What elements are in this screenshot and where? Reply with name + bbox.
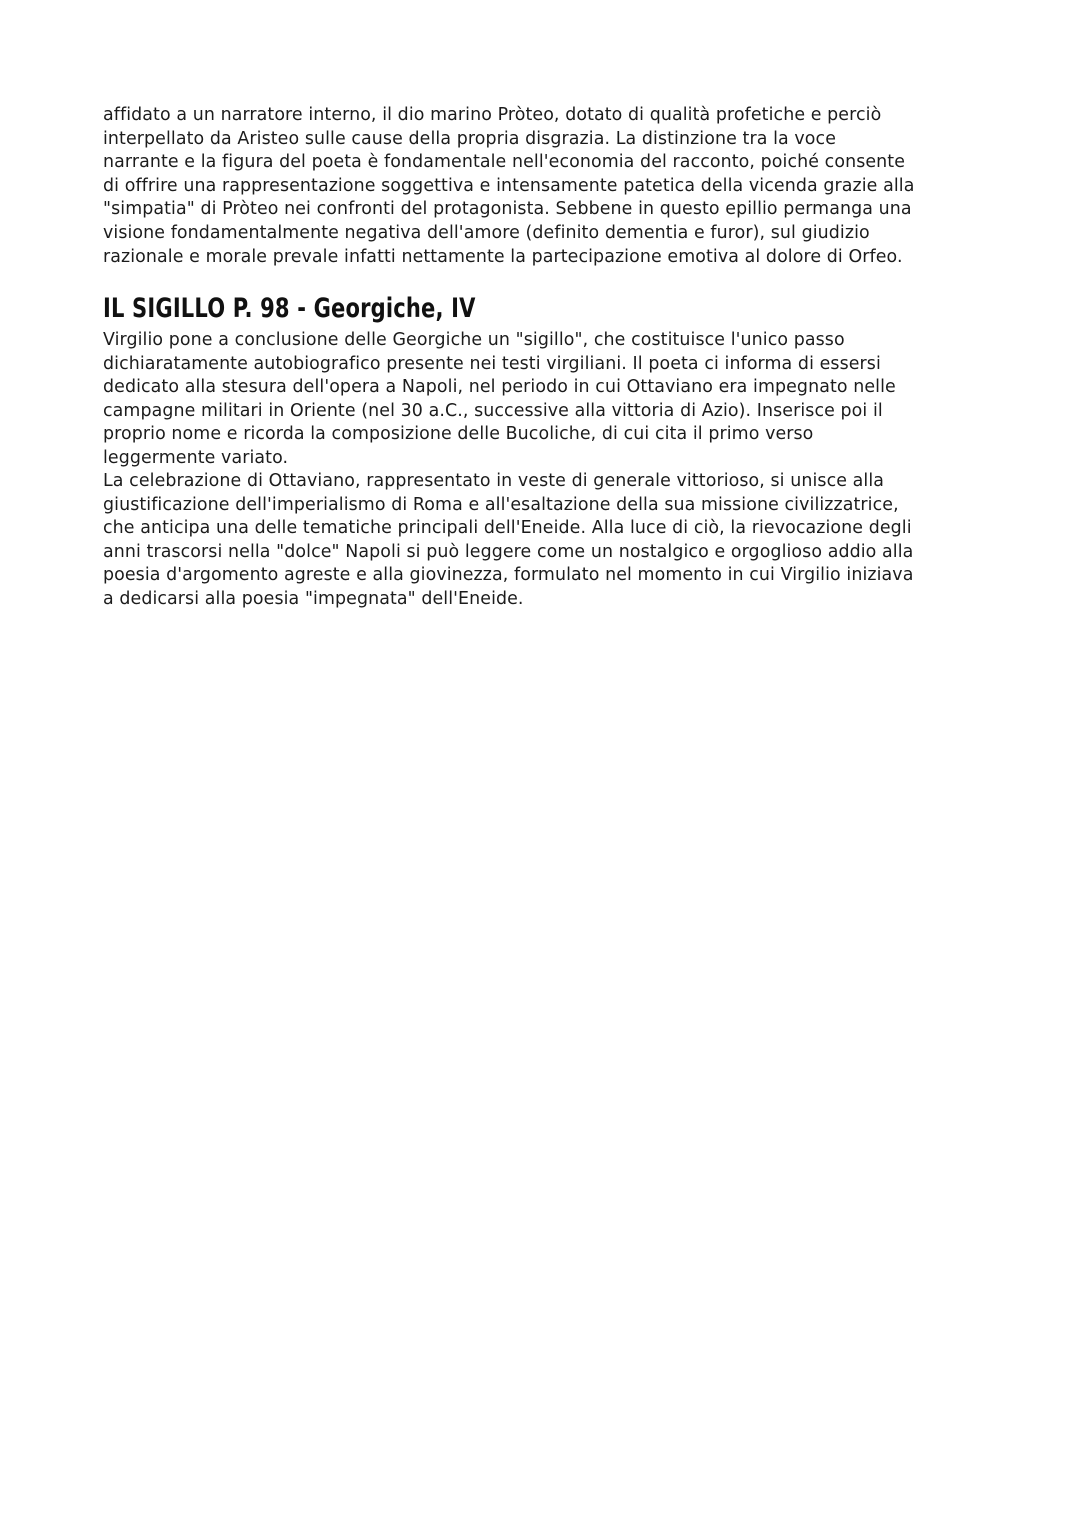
text-line: affidato a un narratore interno, il dio marino Pròteo, dotato di qualità profetiche e perciò <box>103 105 882 125</box>
text-line: razionale e morale prevale infatti nettamente la partecipazione emotiva al dolore di Orfeo. <box>103 246 903 267</box>
intro-paragraph <box>103 104 1003 269</box>
text-line: dedicato alla stesura dell'opera a Napoli, nel periodo in cui Ottaviano era impegnato nelle <box>103 377 896 398</box>
section-paragraph-2 <box>103 470 1003 612</box>
text-line: che anticipa una delle tematiche principali dell'Eneide. Alla luce di ciò, la rievocazione degli <box>103 518 912 539</box>
text-line: leggermente variato. <box>103 447 289 468</box>
section-heading: IL SIGILLO P. 98 - Georgiche, IV <box>103 293 476 324</box>
text-line: di offrire una rappresentazione soggettiva e intensamente patetica della vicenda grazie alla <box>103 175 915 196</box>
text-line: poesia d'argomento agreste e alla giovinezza, formulato nel momento in cui Virgilio iniziava <box>103 565 914 586</box>
text-line: anni trascorsi nella "dolce" Napoli si può leggere come un nostalgico e orgoglioso addio alla <box>103 541 914 562</box>
text-line: "simpatia" di Pròteo nei confronti del protagonista. Sebbene in questo epillio permanga una <box>103 199 912 220</box>
text-line: La celebrazione di Ottaviano, rappresentato in veste di generale vittorioso, si unisce alla <box>103 471 885 491</box>
section-paragraph-1 <box>103 329 1003 471</box>
text-line: a dedicarsi alla poesia "impegnata" dell'Eneide. <box>103 588 524 609</box>
text-line: interpellato da Aristeo sulle cause della propria disgrazia. La distinzione tra la voce <box>103 128 836 149</box>
text-line: campagne militari in Oriente (nel 30 a.C., successive alla vittoria di Azio). Inserisce poi il <box>103 400 883 421</box>
text-line: giustificazione dell'imperialismo di Roma e all'esaltazione della sua missione civilizzatrice, <box>103 494 899 515</box>
text-line: narrante e la figura del poeta è fondamentale nell'economia del racconto, poiché consente <box>103 152 906 173</box>
text-line: visione fondamentalmente negativa dell'amore (definito dementia e furor), sul giudizio <box>103 222 870 243</box>
text-line: proprio nome e ricorda la composizione delle Bucoliche, di cui cita il primo verso <box>103 424 814 445</box>
text-line: dichiaratamente autobiografico presente nei testi virgiliani. Il poeta ci informa di essersi <box>103 353 881 374</box>
text-line: Virgilio pone a conclusione delle Georgiche un "sigillo", che costituisce l'unico passo <box>103 330 845 350</box>
